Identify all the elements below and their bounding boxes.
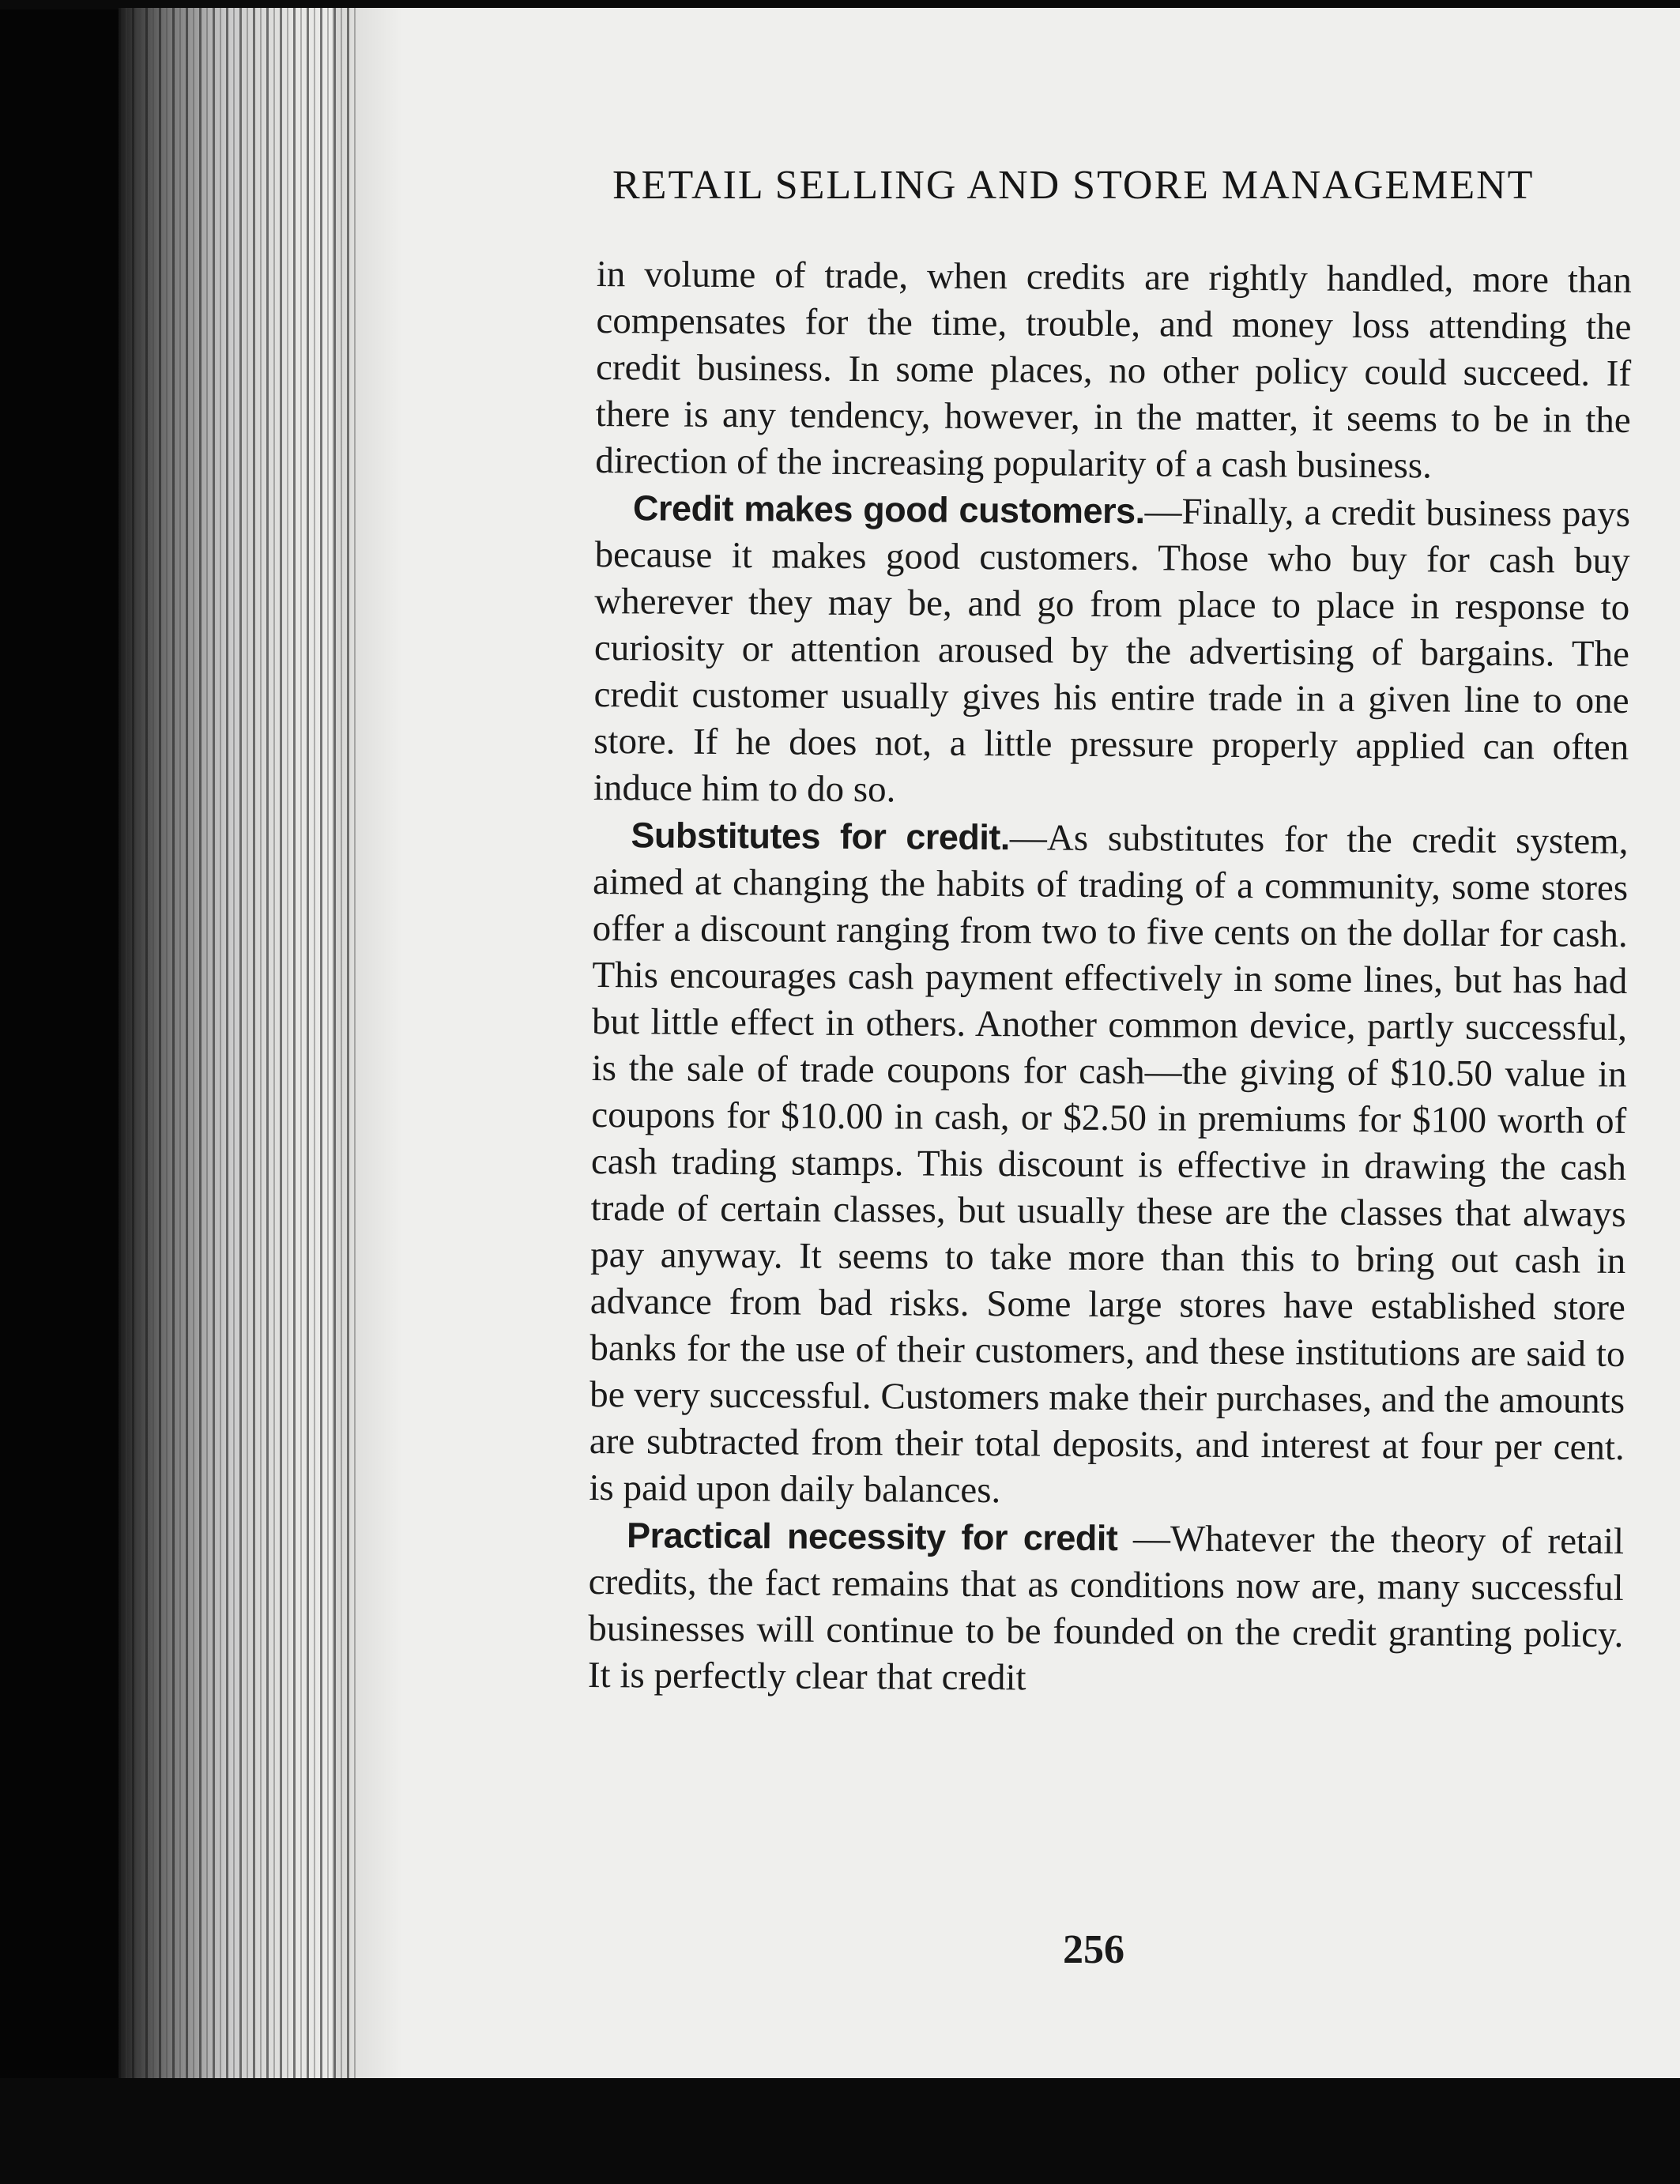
paragraph-heading: Substitutes for credit. <box>631 815 1011 858</box>
gutter-shadow <box>332 8 403 2078</box>
scan-background-bottom <box>0 2078 1680 2184</box>
paragraph-credit-makes-good-customers <box>593 484 1631 818</box>
paragraph-text: —Whatever the theory of retail credits, the fact remains that as conditions now are, many successful businesses will continue to be founded on the credit granting policy. It is perfectly clear that credit <box>587 1518 1625 1699</box>
paragraph-substitutes-for-credit <box>589 811 1628 1518</box>
paragraph-practical-necessity-for-credit <box>588 1512 1624 1705</box>
page-edges-gutter <box>119 8 356 2078</box>
body-text <box>588 251 1632 1705</box>
paragraph-continued <box>595 251 1632 491</box>
paragraph-heading: Credit makes good customers. <box>632 488 1145 532</box>
paragraph-text: —As substitutes for the credit system, aimed at changing the habits of trading of a community, some stores offer a discount ranging from two to five cents on the dollar for cash. This encourages cash payment effectively in some lines, but has had but little effect in others. Another common device, partly successful, is the sale of trade coupons for cash—the giving of $10.50 value in coupons for $10.00 in cash, or $2.50 in premiums for $100 worth of cash trading stamps. This discount is effective in drawing the cash trade of certain classes, but usually these are the classes that always pay anyway. It seems to take more than this to bring out cash in advance from bad risks. Some large stores have established store banks for the use of their customers, and these institutions are said to be very successful. Customers make their purchases, and the amounts are subtracted from their total deposits, and interest at four per cent. is paid upon daily balances. <box>589 817 1629 1512</box>
paragraph-text: in volume of trade, when credits are rightly handled, more than compensates for the time, trouble, and money loss attending the credit business. In some places, no other policy could succeed. If there is any tendency, however, in the matter, it seems to be in the direction of the increasing popularity of a cash business. <box>595 253 1632 487</box>
paragraph-heading: Practical necessity for credit <box>626 1515 1118 1559</box>
page-number: 256 <box>1063 1927 1124 1972</box>
running-head: RETAIL SELLING AND STORE MANAGEMENT <box>612 163 1535 208</box>
scan-background-left <box>0 0 119 2184</box>
paragraph-text: —Finally, a credit business pays because it makes good customers. Those who buy for cash buy wherever they may be, and go from place to place in response to curiosity or attention aroused by the advertising of bargains. The credit customer usually gives his entire trade in a given line to one store. If he does not, a little pressure properly applied can often induce him to do so. <box>593 491 1631 811</box>
